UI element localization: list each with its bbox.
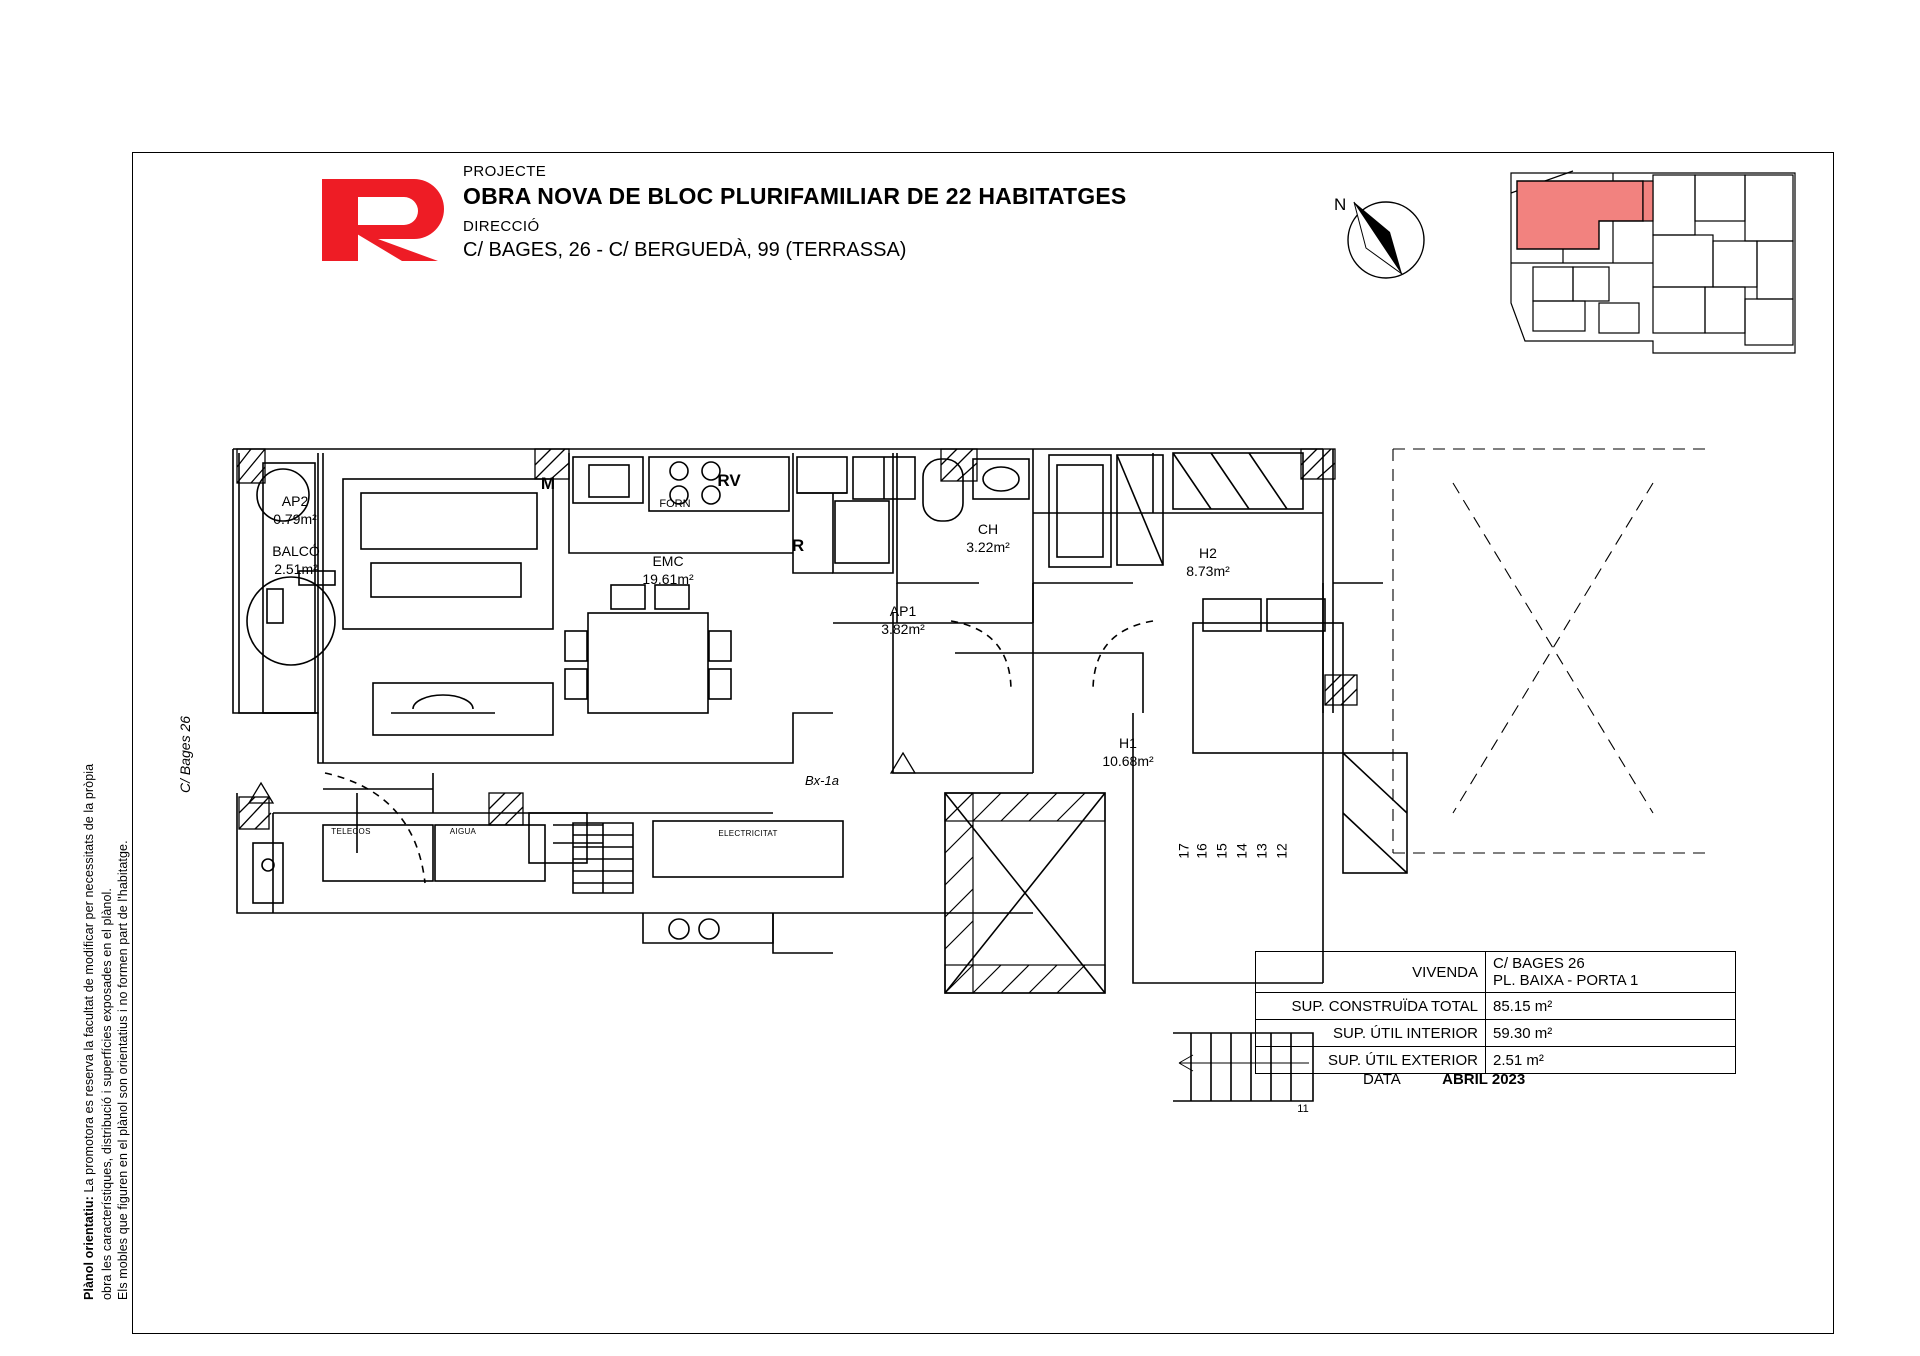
row-label-construida: SUP. CONSTRUÏDA TOTAL bbox=[1256, 993, 1486, 1020]
kitchen-m-mark: M bbox=[540, 474, 556, 493]
drawing-sheet bbox=[132, 152, 1834, 1334]
row-label-util-exterior: SUP. ÚTIL EXTERIOR bbox=[1256, 1047, 1486, 1074]
north-letter: N bbox=[1334, 195, 1347, 214]
row-value-util-exterior: 2.51 m² bbox=[1486, 1047, 1736, 1074]
r-logo bbox=[318, 175, 458, 265]
row-value-vivenda: C/ BAGES 26 PL. BAIXA - PORTA 1 bbox=[1486, 952, 1736, 993]
telecos-label: TELECOS bbox=[331, 827, 371, 836]
projecte-label: PROJECTE bbox=[463, 163, 547, 180]
row-label-vivenda: VIVENDA bbox=[1256, 952, 1486, 993]
disclaimer-line-2: obra les característiques, distribució i superfícies exposades en el plànol. bbox=[100, 888, 114, 1300]
disclaimer-line-1: Plànol orientatiu: La promotora es reserva la facultat de modificar per necessitats de la pròpia bbox=[82, 763, 96, 1300]
disclaimer-line-3: Els mobles que figuren en el plànol son orientatius i no formen part de l'habitatge. bbox=[116, 840, 130, 1300]
info-table bbox=[1255, 951, 1736, 1074]
pantry-r-mark: R bbox=[791, 536, 805, 555]
compass-north-icon bbox=[1328, 188, 1428, 288]
stair-number-11: 11 bbox=[1297, 1103, 1309, 1115]
aigua-label: AIGUA bbox=[449, 827, 477, 836]
room-label-emc: EMC 19.61m² bbox=[642, 553, 694, 587]
level-mark-bx1a: Bx-1a bbox=[805, 773, 839, 788]
table-row bbox=[1256, 993, 1736, 1020]
row-value-util-interior: 59.30 m² bbox=[1486, 1020, 1736, 1047]
date-label: DATA bbox=[1363, 1071, 1400, 1088]
table-row bbox=[1256, 1047, 1736, 1074]
room-label-balco: BALCÓ 2.51m² bbox=[272, 543, 320, 577]
electricitat-label: ELECTRICITAT bbox=[718, 829, 778, 838]
direccio-label: DIRECCIÓ bbox=[463, 218, 540, 235]
table-row bbox=[1256, 1020, 1736, 1047]
project-address: C/ BAGES, 26 - C/ BERGUEDÀ, 99 (TERRASSA) bbox=[463, 239, 907, 261]
room-label-ch: CH 3.22m² bbox=[966, 521, 1010, 555]
table-row bbox=[1256, 952, 1736, 993]
kitchen-rv-mark: RV bbox=[717, 471, 741, 490]
date-row bbox=[1363, 1071, 1525, 1088]
project-title: OBRA NOVA DE BLOC PLURIFAMILIAR DE 22 HABITATGES bbox=[463, 183, 1127, 209]
date-value: ABRIL 2023 bbox=[1442, 1071, 1526, 1088]
row-value-construida: 85.15 m² bbox=[1486, 993, 1736, 1020]
room-label-ap2: AP2 0.79m² bbox=[273, 493, 317, 527]
room-label-h2: H2 8.73m² bbox=[1186, 545, 1230, 579]
street-label: C/ Bages 26 bbox=[177, 715, 193, 793]
room-label-ap1: AP1 3.82m² bbox=[881, 603, 925, 637]
key-plan bbox=[1503, 163, 1803, 358]
kitchen-forn-mark: FORN bbox=[659, 498, 691, 510]
disclaimer-block bbox=[62, 0, 130, 1356]
stair-numbers: 17 16 15 14 13 12 bbox=[1175, 843, 1290, 859]
row-label-util-interior: SUP. ÚTIL INTERIOR bbox=[1256, 1020, 1486, 1047]
room-label-h1: H1 10.68m² bbox=[1102, 735, 1154, 769]
